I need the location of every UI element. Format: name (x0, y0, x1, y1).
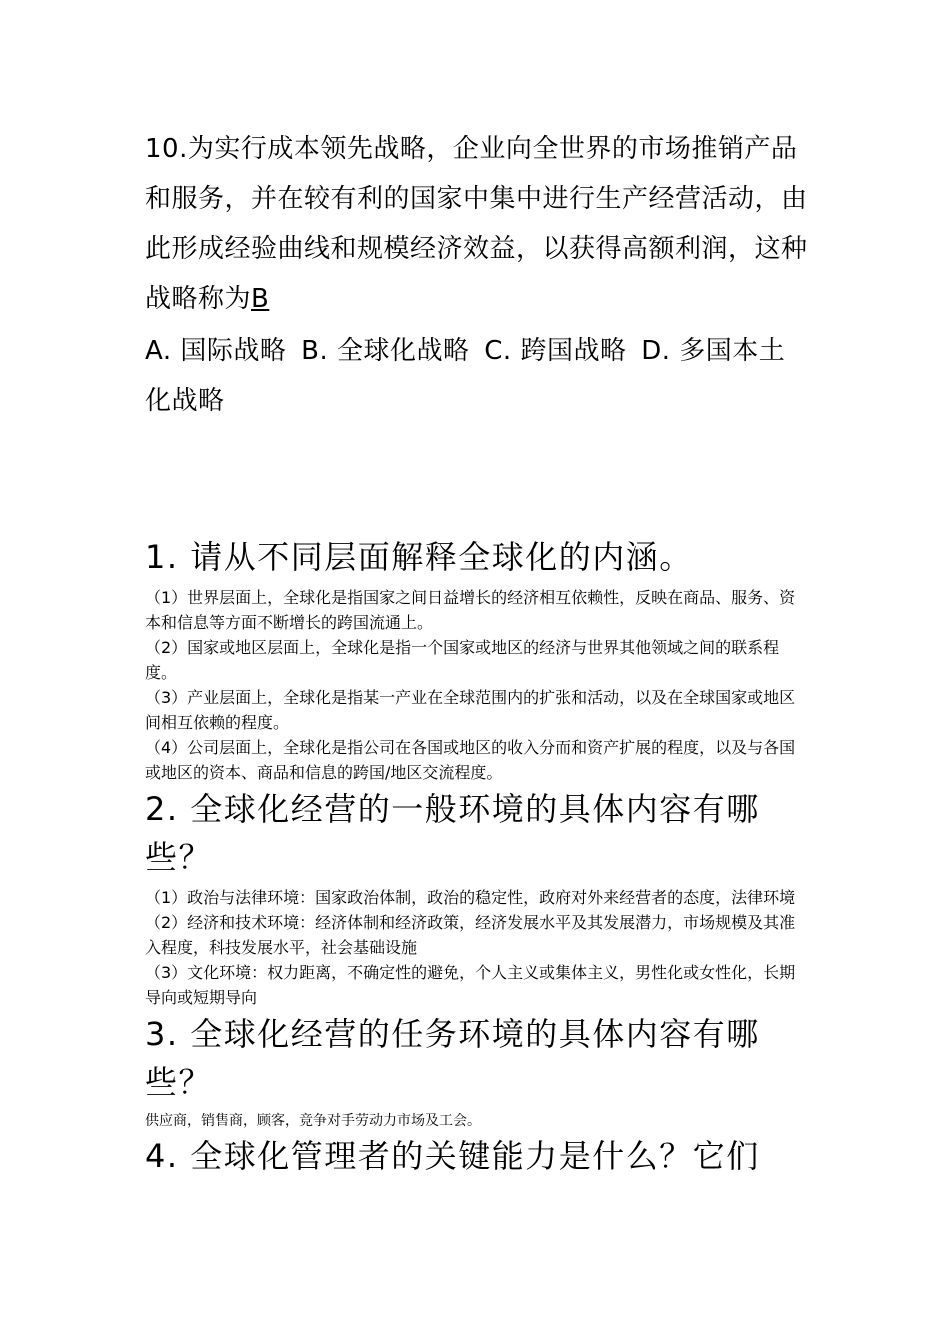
document-content (145, 124, 810, 1180)
question-10-text: 10.为实行成本领先战略，企业向全世界的市场推销产品和服务，并在较有利的国家中集中进行生产经营活动，由此形成经验曲线和规模经济效益，以获得高额利润，这种战略称为 (145, 134, 808, 314)
option-c: C. 跨国战略 (484, 336, 627, 366)
question-10 (145, 124, 810, 324)
answer-line: 供应商，销售商，顾客，竞争对手劳动力市场及工会。 (145, 1113, 481, 1129)
section-1-heading: 1. 请从不同层面解释全球化的内涵。 (145, 538, 693, 576)
blank-space (145, 426, 810, 533)
answer-line: （2）国家或地区层面上，全球化是指一个国家或地区的经济与世界其他领域之间的联系程度。 (145, 638, 780, 682)
option-d: D. 多国本土化战略 (145, 336, 786, 416)
question-10-options (145, 326, 810, 426)
section-2-heading: 2. 全球化经营的一般环境的具体内容有哪些？ (145, 790, 760, 876)
option-a: A. 国际战略 (145, 336, 287, 366)
option-b: B. 全球化战略 (301, 336, 470, 366)
section-2-answer (145, 885, 810, 1010)
section-3-heading: 3. 全球化经营的任务环境的具体内容有哪些？ (145, 1015, 760, 1101)
answer-line: （2）经济和技术环境：经济体制和经济政策，经济发展水平及其发展潜力，市场规模及其准入程度，科技发展水平，社会基础设施 (145, 913, 796, 957)
section-3-answer (145, 1110, 810, 1132)
answer-line: （3）产业层面上，全球化是指某一产业在全球范围内的扩张和活动，以及在全球国家或地区间相互依赖的程度。 (145, 688, 796, 732)
answer-line: （1）政治与法律环境：国家政治体制，政治的稳定性，政府对外来经营者的态度，法律环境 (145, 888, 796, 907)
question-10-answer: B (251, 284, 270, 314)
section-4-heading: 4. 全球化管理者的关键能力是什么？它们 (145, 1137, 760, 1175)
section-1-answer (145, 585, 810, 785)
answer-line: （3）文化环境：权力距离，不确定性的避免，个人主义或集体主义，男性化或女性化，长期导向或短期导向 (145, 963, 796, 1007)
answer-line: （4）公司层面上，全球化是指公司在各国或地区的收入分而和资产扩展的程度，以及与各国或地区的资本、商品和信息的跨国/地区交流程度。 (145, 738, 796, 782)
answer-line: （1）世界层面上，全球化是指国家之间日益增长的经济相互依赖性，反映在商品、服务、资本和信息等方面不断增长的跨国流通上。 (145, 588, 796, 632)
